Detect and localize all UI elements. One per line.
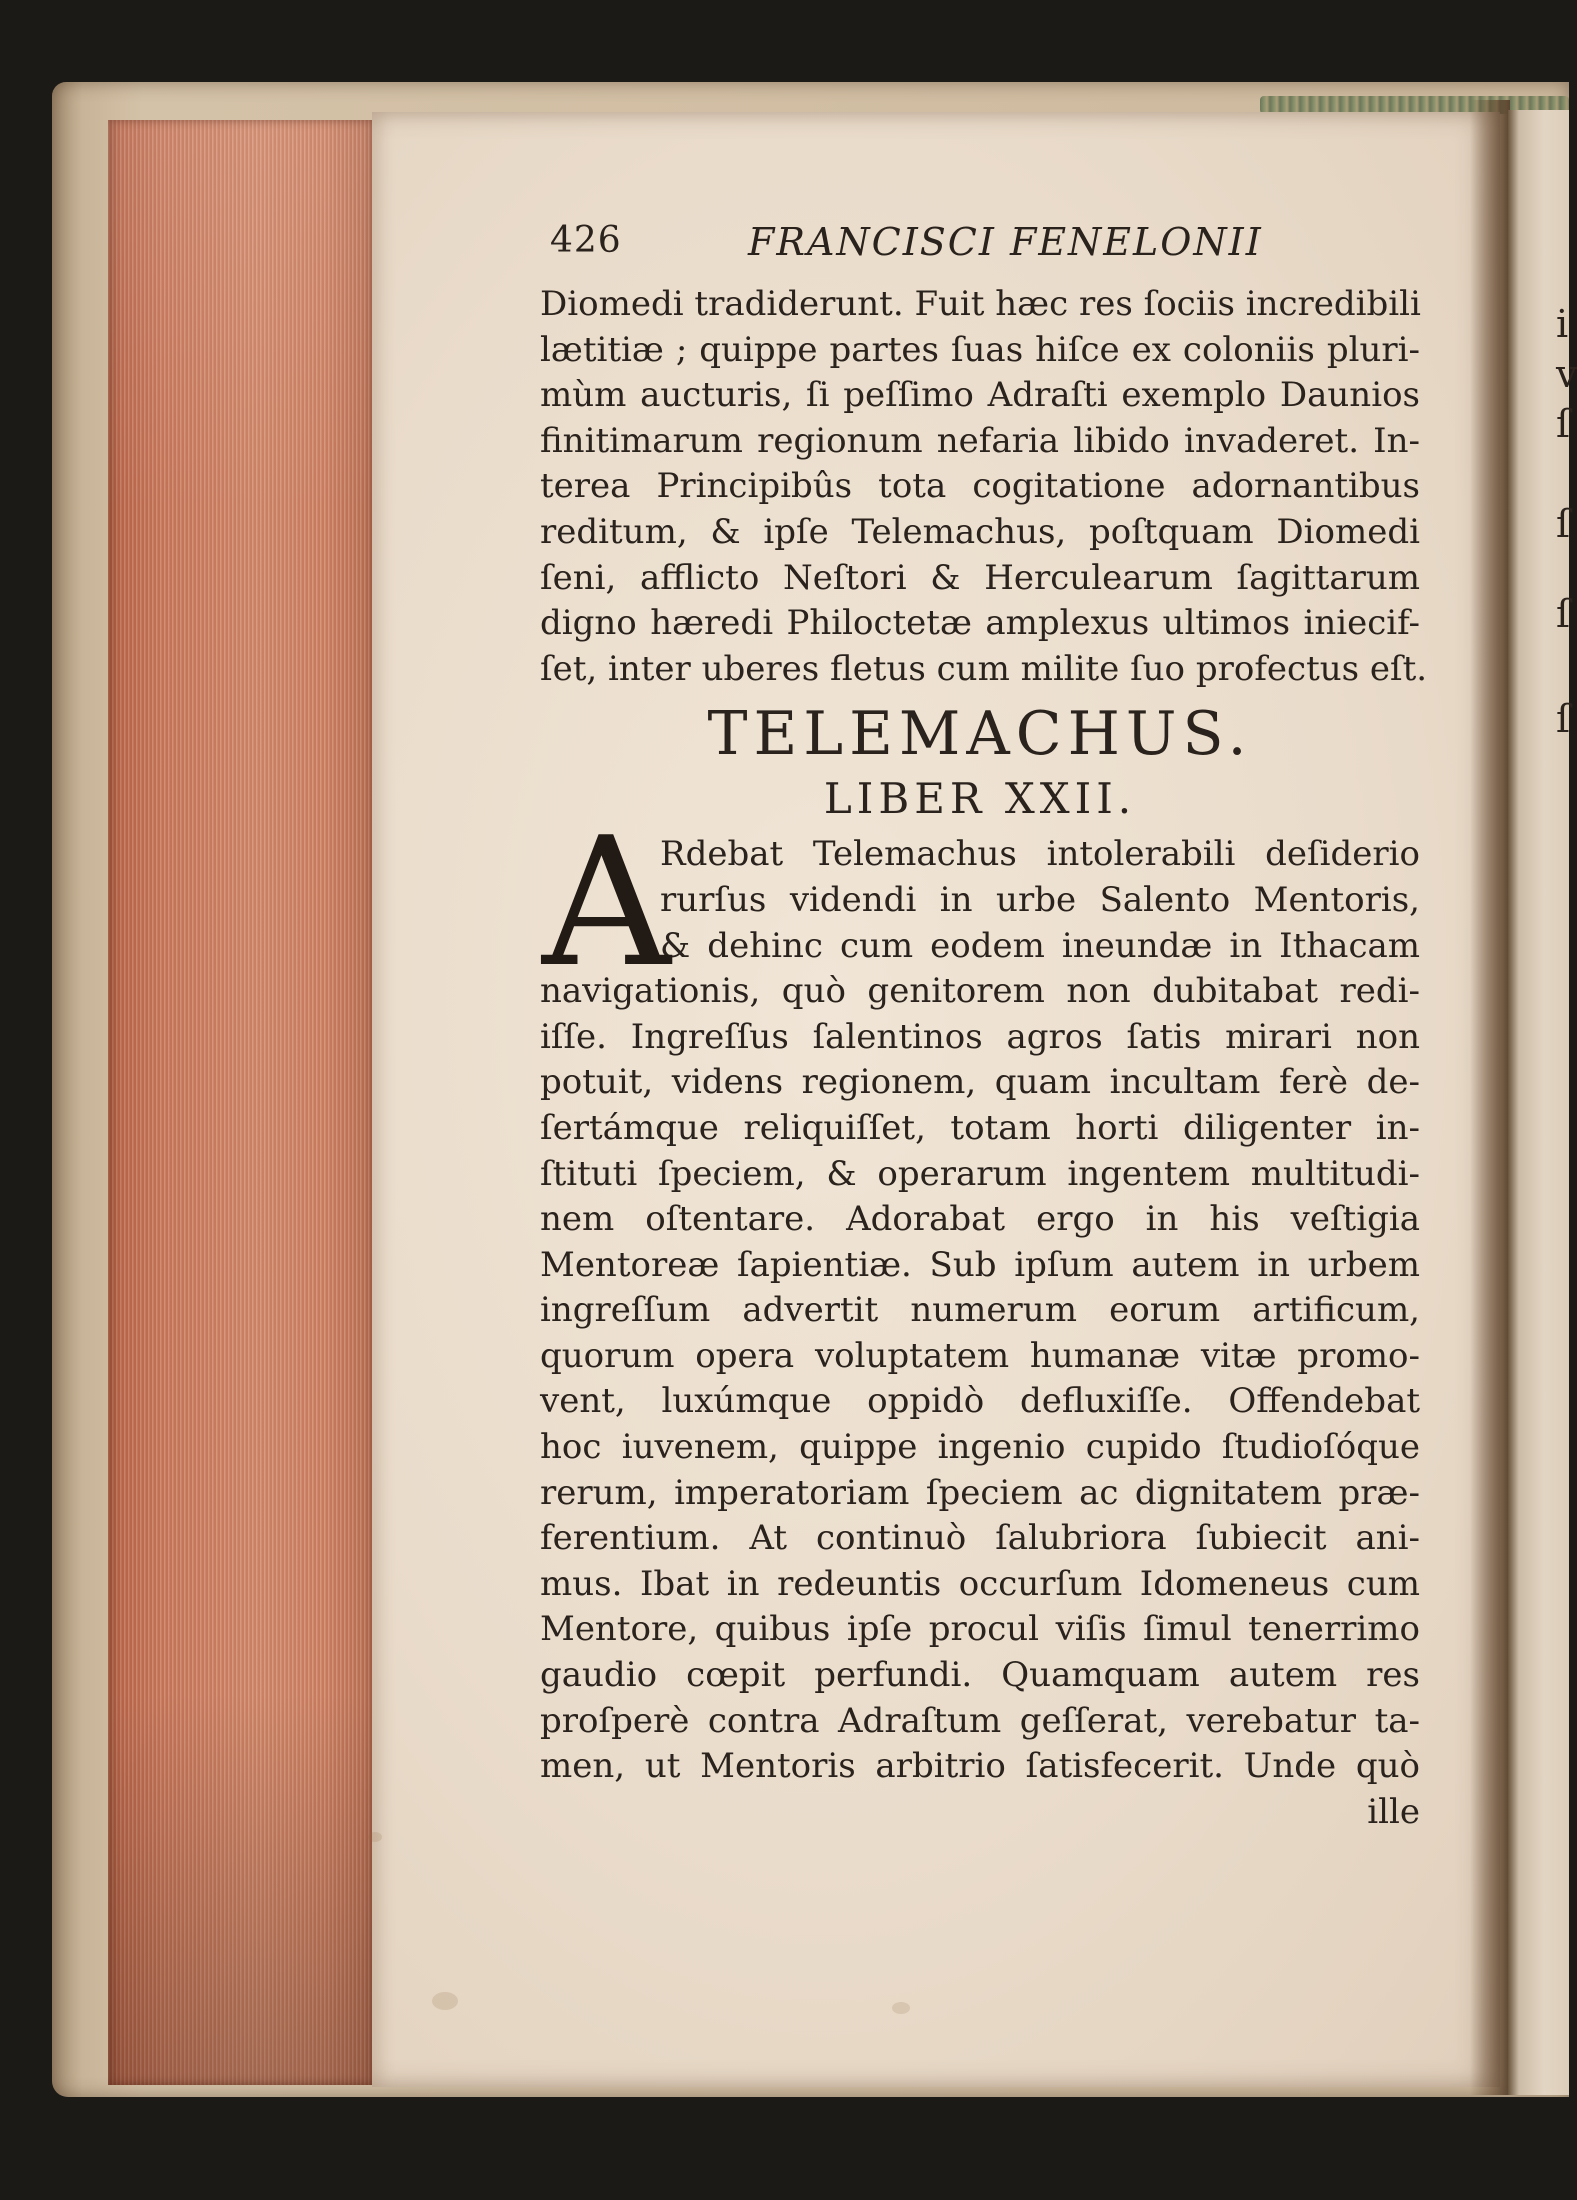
text-line: gaudio cœpit perfundi. Quamquam autem res [540, 1655, 1420, 1696]
text-line: vent, luxúmque oppidò defluxiſſe. Offendebat [540, 1381, 1420, 1422]
text-line: ſeni, afflicto Neſtori & Herculearum ſagittarum [540, 557, 1420, 598]
catchword: ille [1367, 1791, 1420, 1832]
facing-page-letter: ſ [1556, 402, 1571, 446]
text-line: reditum, & ipſe Telemachus, poſtquam Diomedi [540, 511, 1420, 552]
text-line: ingreſſum advertit numerum eorum artificum, [540, 1290, 1420, 1331]
facing-page-letter: v [1556, 352, 1577, 396]
text-line: Rdebat Telemachus intolerabili deſiderio [660, 834, 1420, 875]
section-title: TELEMACHUS. [707, 699, 1253, 770]
text-line: hoc iuvenem, quippe ingenio cupido ſtudioſóque [540, 1427, 1420, 1468]
text-line: navigationis, quò genitorem non dubitabat redi- [540, 971, 1420, 1012]
text-line: nem oſtentare. Adorabat ergo in his veſtigia [540, 1199, 1420, 1240]
drop-cap: A [542, 799, 671, 1007]
page-number: 426 [550, 220, 622, 261]
text-line: ſtituti ſpeciem, & operarum ingentem multitudi- [540, 1153, 1420, 1194]
text-line: Mentoreæ ſapientiæ. Sub ipſum autem in urbem [540, 1244, 1420, 1285]
facing-page-letter: ſ [1556, 592, 1571, 636]
dropcap-lines [660, 832, 1420, 969]
facing-page-letter: ſ [1556, 697, 1571, 741]
page-edges-shade [108, 120, 378, 2085]
text-line: proſperè contra Adraſtum geſſerat, verebatur ta- [540, 1700, 1420, 1741]
page-header [540, 220, 1420, 282]
running-head: FRANCISCI FENELONII [748, 220, 1263, 264]
text-line: potuit, videns regionem, quam incultam ferè de- [540, 1062, 1420, 1103]
gutter [1470, 100, 1510, 2095]
page-text [540, 220, 1428, 1835]
paragraph-continued [540, 282, 1428, 692]
facing-page-letter: ſ [1556, 502, 1571, 546]
text-line: digno hæredi Philoctetæ amplexus ultimos iniecif- [540, 603, 1420, 644]
text-line: Diomedi tradiderunt. Fuit hæc res ſociis incredibili [540, 284, 1421, 324]
text-line: & dehinc cum eodem ineundæ in Ithacam [660, 925, 1420, 966]
text-line: ſertámque reliquiſſet, totam horti diligenter in- [540, 1107, 1420, 1148]
text-line: Mentore, quibus ipſe procul viſis ſimul tenerrimo [540, 1609, 1420, 1650]
text-line: mus. Ibat in redeuntis occurſum Idomeneus cum [540, 1563, 1420, 1604]
text-line: ferentium. At continuò ſalubriora ſubiecit ani- [540, 1518, 1420, 1559]
text-line: ſet, inter uberes fletus cum milite ſuo profectus eſt. [540, 648, 1428, 689]
facing-page-letter: i [1556, 302, 1569, 346]
text-line: iſſe. Ingreſſus ſalentinos agros ſatis mirari non [540, 1016, 1420, 1057]
text-line: quorum opera voluptatem humanæ vitæ promo- [540, 1335, 1420, 1376]
book-number: LIBER XXII. [823, 774, 1137, 824]
text-line: lætitiæ ; quippe partes ſuas hiſce ex coloniis pluri- [540, 329, 1420, 370]
text-line: finitimarum regionum nefaria libido invaderet. In- [540, 420, 1420, 461]
text-line: terea Principibûs tota cogitatione adornantibus [540, 466, 1420, 507]
text-line: men, ut Mentoris arbitrio ſatisfecerit. Unde quò [540, 1746, 1420, 1787]
text-line: rurſus videndi in urbe Salento Mentoris, [660, 879, 1420, 920]
text-line: rerum, imperatoriam ſpeciem ac dignitatem præ- [540, 1472, 1420, 1513]
text-line: mùm aucturis, ſi peſſimo Adraſti exemplo Daunios [540, 375, 1420, 416]
